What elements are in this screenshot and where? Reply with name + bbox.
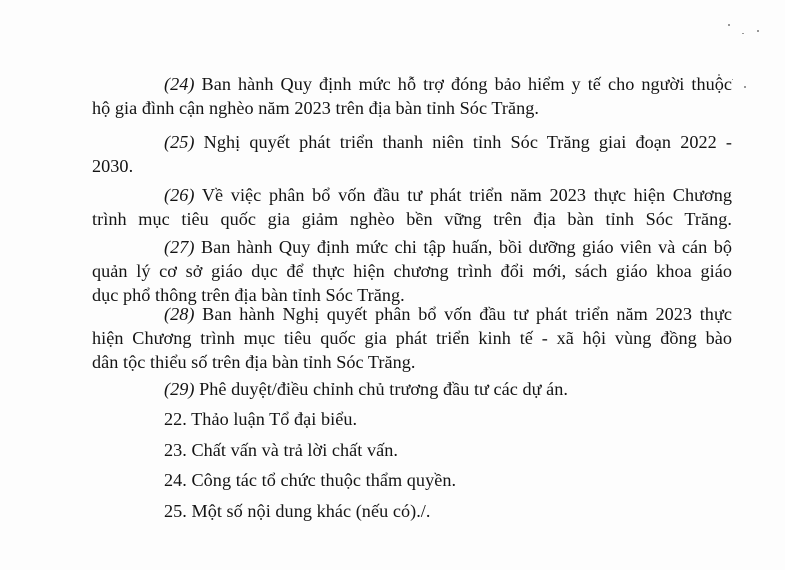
paragraph-line: quản lý cơ sở giáo dục để thực hiện chương trình đổi mới, sách giáo khoa giáo bbox=[92, 261, 732, 281]
paragraph-29 bbox=[92, 377, 732, 401]
paragraph-28 bbox=[92, 302, 732, 374]
paragraph-line: (26) Về việc phân bổ vốn đầu tư phát triển năm 2023 thực hiện Chương bbox=[164, 185, 732, 205]
paragraph-26 bbox=[92, 183, 732, 231]
paragraph-line: hiện Chương trình mục tiêu quốc gia phát triển kinh tế - xã hội vùng đồng bào bbox=[92, 328, 732, 348]
paragraph-line: (24) Ban hành Quy định mức hỗ trợ đóng bảo hiểm y tế cho người thuộc bbox=[164, 74, 732, 94]
scan-speck bbox=[744, 86, 746, 88]
paragraph-number: (28) bbox=[164, 304, 195, 324]
paragraph-number: (24) bbox=[164, 74, 195, 94]
paragraph-24 bbox=[92, 72, 732, 120]
paragraph-line: (29) Phê duyệt/điều chỉnh chủ trương đầu tư các dự án. bbox=[164, 379, 569, 399]
agenda-item-22: 22. Thảo luận Tổ đại biểu. bbox=[164, 409, 358, 429]
scan-speck bbox=[757, 30, 759, 32]
agenda-item-23: 23. Chất vấn và trả lời chất vấn. bbox=[164, 440, 398, 460]
paragraph-line: dục phổ thông trên địa bàn tỉnh Sóc Trăng. bbox=[92, 285, 405, 305]
paragraph-number: (25) bbox=[164, 132, 195, 152]
agenda-item-24: 24. Công tác tổ chức thuộc thẩm quyền. bbox=[164, 470, 457, 490]
paragraph-line: trình mục tiêu quốc gia giảm nghèo bền vững trên địa bàn tỉnh Sóc Trăng. bbox=[92, 209, 732, 229]
paragraph-25 bbox=[92, 130, 732, 178]
paragraph-line: (27) Ban hành Quy định mức chi tập huấn, bồi dưỡng giáo viên và cán bộ bbox=[164, 237, 732, 257]
scan-speck bbox=[742, 33, 744, 34]
paragraph-line: (25) Nghị quyết phát triển thanh niên tỉnh Sóc Trăng giai đoạn 2022 - bbox=[164, 132, 732, 152]
paragraph-number: (29) bbox=[164, 379, 195, 399]
scan-speck bbox=[732, 79, 733, 80]
agenda-item-25: 25. Một số nội dung khác (nếu có)./. bbox=[164, 501, 431, 521]
paragraph-27 bbox=[92, 235, 732, 307]
paragraph-line: (28) Ban hành Nghị quyết phân bổ vốn đầu tư phát triển năm 2023 thực bbox=[164, 304, 732, 324]
paragraph-line: hộ gia đình cận nghèo năm 2023 trên địa bàn tỉnh Sóc Trăng. bbox=[92, 98, 539, 118]
paragraph-number: (27) bbox=[164, 237, 195, 257]
paragraph-line: 2030. bbox=[92, 156, 134, 176]
scan-speck bbox=[728, 24, 730, 26]
paragraph-line: dân tộc thiểu số trên địa bàn tỉnh Sóc Trăng. bbox=[92, 352, 416, 372]
paragraph-number: (26) bbox=[164, 185, 195, 205]
